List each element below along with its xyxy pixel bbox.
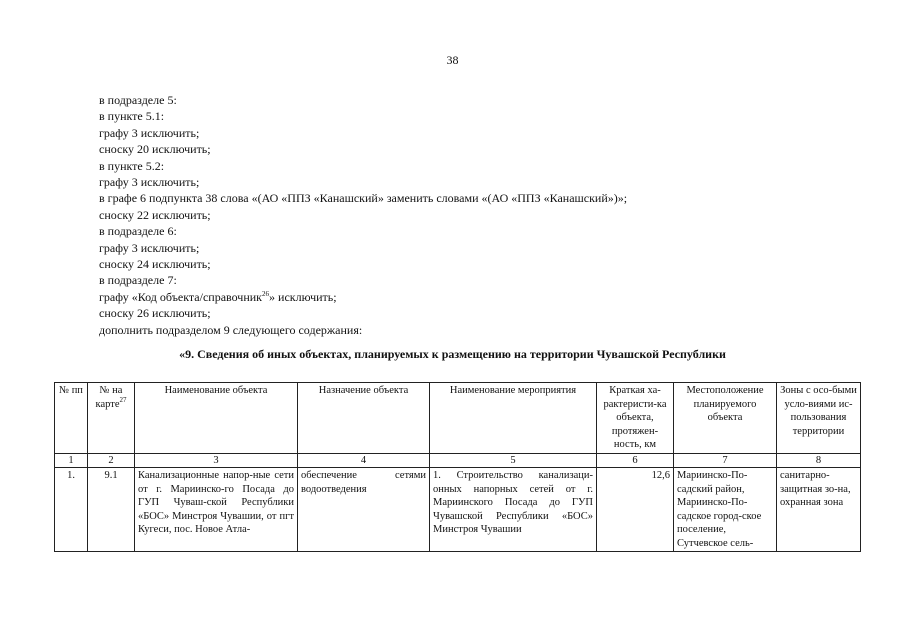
text-line: графу 3 исключить; [99,240,200,255]
header-cell: Назначение объекта [298,383,430,454]
text-line: сноску 24 исключить; [99,257,211,272]
header-cell: Зоны с осо-быми усло-виями ис-пользования территории [777,383,861,454]
page-number: 38 [446,53,459,67]
text-line: в графе 6 подпункта 38 слова «(АО «ППЗ «Канашский» заменить словами «(АО «ППЗ «Канашский»)»; [99,191,628,206]
footnote-ref: 27 [119,395,127,404]
text-line: в подразделе 6: [99,224,177,239]
text-line: сноску 26 исключить; [99,306,211,321]
cell-map-number: 9.1 [88,468,135,552]
text-line: дополнить подразделом 9 следующего содержания: [99,322,363,337]
column-number: 8 [777,453,861,468]
text-fragment: » исключить; [269,289,337,304]
header-cell: Наименование объекта [135,383,298,454]
cell-length-km: 12,6 [597,468,674,552]
header-cell: Краткая ха-рактеристи-ка объекта, протяжен-ность, км [597,383,674,454]
text-line: в пункте 5.2: [99,158,165,173]
text-line: сноску 22 исключить; [99,207,211,222]
header-cell: Наименование мероприятия [430,383,597,454]
text-line: графу 3 исключить; [99,125,200,140]
header-cell [88,383,135,454]
text-line: в пункте 5.1: [99,109,165,124]
cell-object-purpose: обеспечение сетями водоотведения [298,468,430,552]
column-number: 1 [55,453,88,468]
section-heading: «9. Сведения об иных объектах, планируемых к размещению на территории Чувашской Республики [179,347,726,361]
text-line: в подразделе 5: [99,93,177,107]
column-number: 7 [674,453,777,468]
text-fragment: графу «Код объекта/справочник [99,289,263,304]
table-row [55,468,861,552]
column-number: 3 [135,453,298,468]
column-number-row [55,453,861,468]
text-line: сноску 20 исключить; [99,142,211,157]
table-header-row [55,383,861,454]
cell-special-zones: санитарно-защитная зо-на, охранная зона [777,468,861,552]
text-line: графу 3 исключить; [99,175,200,190]
cell-object-name: Канализационные напор-ные сети от г. Мариинско-го Посада до ГУП Чуваш-ской Республики «БОС» Минстроя Чувашии, от пгт Кугеси, пос. Новое Атла- [135,468,298,552]
column-number: 6 [597,453,674,468]
header-cell: № пп [55,383,88,454]
footnote-ref: 26 [262,289,270,298]
objects-table [54,382,861,552]
header-text: № на карте [95,385,123,410]
column-number: 4 [298,453,430,468]
cell-location: Мариинско-По-садский район, Мариинско-По-садское город-ское поселение, Сутчевское сель- [674,468,777,552]
cell-measure-name: 1. Строительство канализаци-онных напорных сетей от г. Мариинского Посада до ГУП Чувашской Республики «БОС» Минстроя Чувашии [430,468,597,552]
column-number: 5 [430,453,597,468]
header-cell: Местоположение планируемого объекта [674,383,777,454]
column-number: 2 [88,453,135,468]
amendment-text [99,92,859,338]
text-line-with-footnote [99,289,859,305]
cell-row-number: 1. [55,468,88,552]
text-line: в подразделе 7: [99,273,177,288]
